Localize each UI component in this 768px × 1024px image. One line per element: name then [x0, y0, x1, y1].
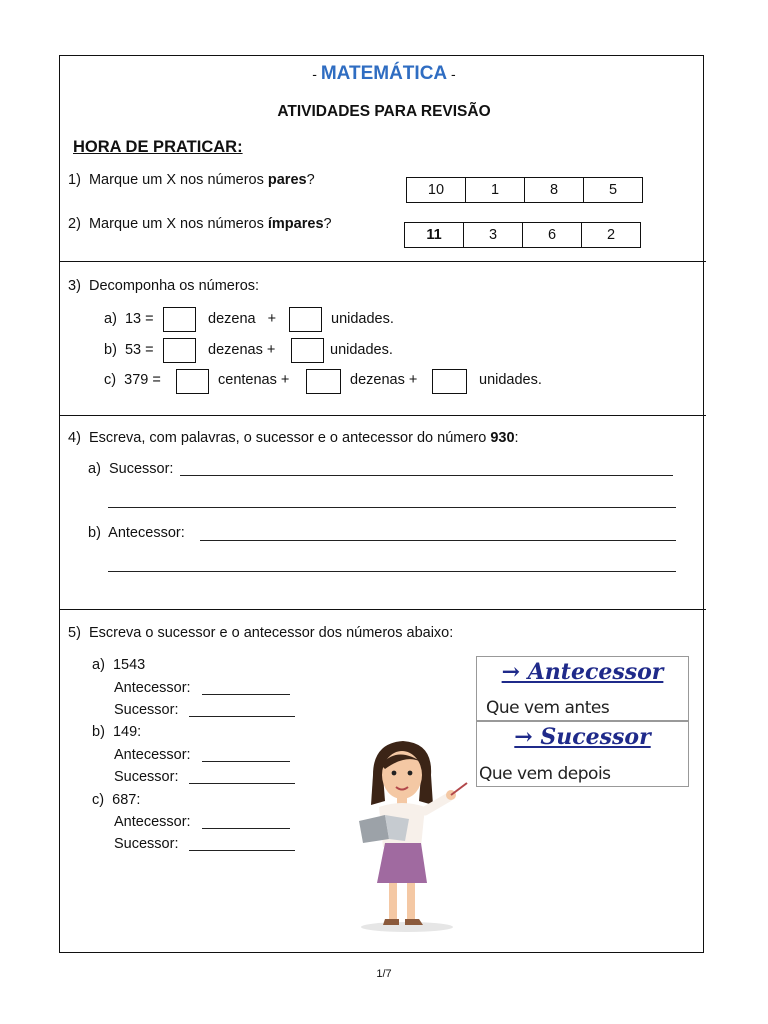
- sucessor-card: [476, 721, 689, 787]
- page-number: 1/7: [376, 968, 392, 980]
- q4-a-answer-line-2[interactable]: [108, 507, 676, 508]
- q3-c-label: c) 379 =: [104, 372, 161, 388]
- q3-b-units-box[interactable]: [291, 338, 324, 363]
- q3-c-units-box[interactable]: [432, 369, 467, 394]
- q1-cell[interactable]: 8: [525, 178, 584, 203]
- question-5: 5) Escreva o sucessor e o antecessor dos números abaixo:: [68, 625, 454, 641]
- q2-cell[interactable]: 11: [405, 223, 464, 248]
- divider-q3: [59, 261, 706, 262]
- q3-a-unit2: unidades.: [331, 311, 394, 327]
- divider-q5: [59, 609, 706, 610]
- q5-c-suc-label: Sucessor:: [114, 836, 179, 852]
- q5-c-ante-label: Antecessor:: [114, 814, 191, 830]
- q4-b-answer-line-1[interactable]: [200, 540, 676, 541]
- q2-cell[interactable]: 2: [582, 223, 641, 248]
- q3-c-unit2: dezenas +: [350, 372, 418, 388]
- q5-a-suc-label: Sucessor:: [114, 702, 179, 718]
- q5-c-suc-line[interactable]: [189, 850, 295, 851]
- q1-cell[interactable]: 5: [584, 178, 643, 203]
- q5-a-label: a) 1543: [92, 657, 146, 673]
- q2-number-table: [404, 222, 641, 248]
- q5-a-ante-line[interactable]: [202, 694, 290, 695]
- subject-title: [0, 63, 768, 85]
- q3-a-tens-box[interactable]: [163, 307, 196, 332]
- q3-b-unit1: dezenas +: [208, 342, 276, 358]
- q1-cell[interactable]: 10: [407, 178, 466, 203]
- sucessor-card-subtitle: Que vem depois: [479, 764, 611, 784]
- q3-a-unit1: dezena +: [208, 311, 277, 327]
- dash-left: -: [312, 66, 317, 82]
- antecessor-card-title: → Antecessor: [501, 659, 664, 685]
- q5-b-suc-line[interactable]: [189, 783, 295, 784]
- q3-b-unit2: unidades.: [330, 342, 393, 358]
- practice-heading: HORA DE PRATICAR:: [73, 138, 243, 156]
- q2-cell[interactable]: 3: [464, 223, 523, 248]
- q5-b-suc-label: Sucessor:: [114, 769, 179, 785]
- q5-a-ante-label: Antecessor:: [114, 680, 191, 696]
- q5-b-label: b) 149:: [92, 724, 142, 740]
- q1-number-table: [406, 177, 643, 203]
- q4-a-label: a) Sucessor:: [88, 461, 174, 477]
- q1-cell[interactable]: 1: [466, 178, 525, 203]
- question-3: 3) Decomponha os números:: [68, 278, 260, 294]
- dash-right: -: [451, 66, 456, 82]
- q5-b-ante-label: Antecessor:: [114, 747, 191, 763]
- divider-q4: [59, 415, 706, 416]
- question-2: 2) Marque um X nos números ímpares?: [68, 216, 332, 232]
- q3-a-label: a) 13 =: [104, 311, 154, 327]
- q3-b-tens-box[interactable]: [163, 338, 196, 363]
- question-4: 4) Escreva, com palavras, o sucessor e o antecessor do número 930:: [68, 430, 519, 446]
- q5-a-suc-line[interactable]: [189, 716, 295, 717]
- sucessor-card-title: → Sucessor: [514, 724, 651, 750]
- q3-c-tens-box[interactable]: [306, 369, 341, 394]
- subtitle: ATIVIDADES PARA REVISÃO: [277, 103, 491, 120]
- q5-c-label: c) 687:: [92, 792, 141, 808]
- q3-b-label: b) 53 =: [104, 342, 154, 358]
- teacher-illustration: [345, 735, 475, 935]
- antecessor-card: [476, 656, 689, 721]
- q5-c-ante-line[interactable]: [202, 828, 290, 829]
- q3-c-hundreds-box[interactable]: [176, 369, 209, 394]
- q4-a-answer-line-1[interactable]: [180, 475, 673, 476]
- q3-c-unit3: unidades.: [479, 372, 542, 388]
- q3-c-unit1: centenas +: [218, 372, 290, 388]
- antecessor-card-subtitle: Que vem antes: [486, 698, 610, 718]
- q4-b-label: b) Antecessor:: [88, 525, 185, 541]
- q2-cell[interactable]: 6: [523, 223, 582, 248]
- q5-b-ante-line[interactable]: [202, 761, 290, 762]
- q3-a-units-box[interactable]: [289, 307, 322, 332]
- q4-b-answer-line-2[interactable]: [108, 571, 676, 572]
- subject-name: MATEMÁTICA: [320, 63, 448, 84]
- question-1: 1) Marque um X nos números pares?: [68, 172, 315, 188]
